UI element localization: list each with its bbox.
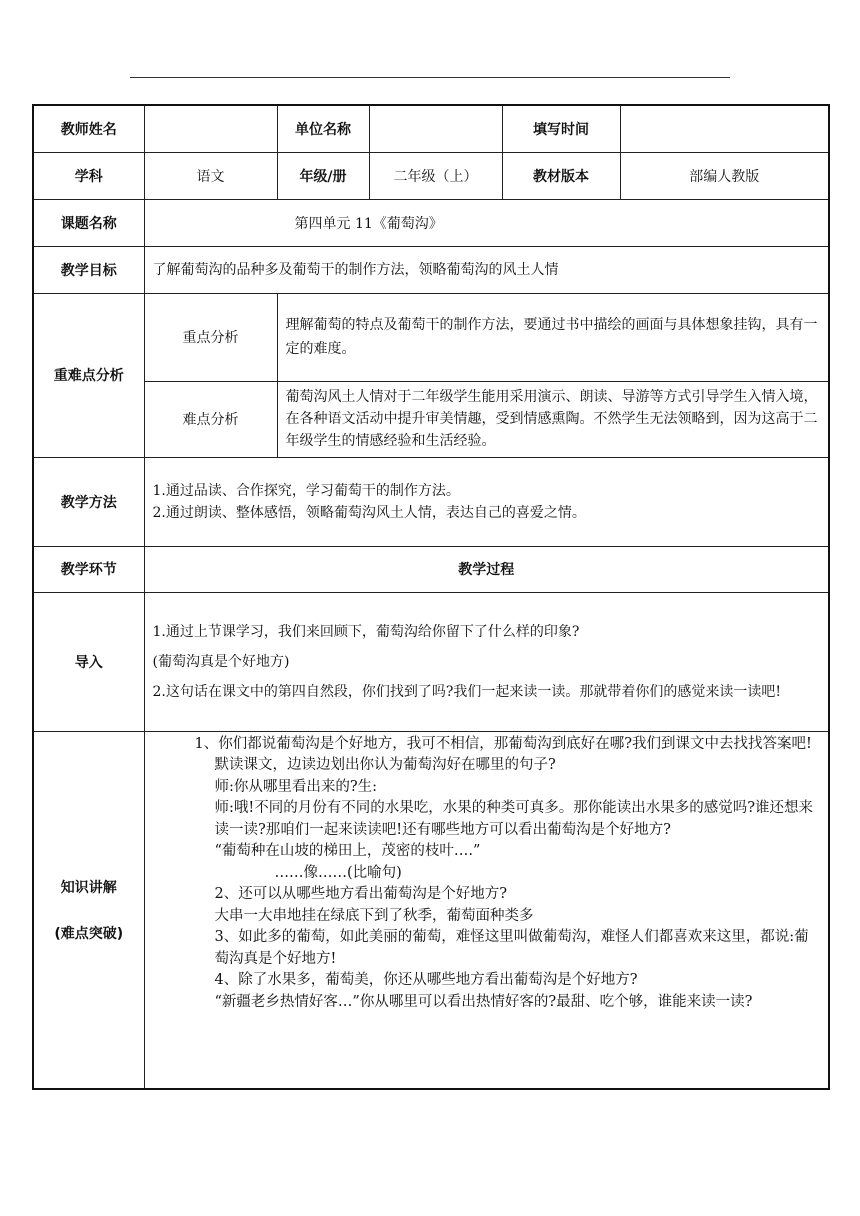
edition-value: 部编人教版 <box>620 152 829 199</box>
teaching-step-label: 教学环节 <box>33 546 144 592</box>
teacher-name-value[interactable] <box>144 105 277 152</box>
header-row <box>33 105 829 152</box>
difficult-analysis-row <box>33 381 829 457</box>
title-row <box>33 199 829 246</box>
teacher-name-label: 教师姓名 <box>33 105 144 152</box>
process-header-row <box>33 546 829 592</box>
knowledge-line: 师:你从哪里看出来的?生: <box>214 778 378 795</box>
analysis-label: 重难点分析 <box>33 293 144 457</box>
teaching-method-content <box>144 457 829 546</box>
fill-date-label: 填写时间 <box>502 105 620 152</box>
knowledge-line: ……像……(比喻句) <box>274 864 402 881</box>
knowledge-line: 1、你们都说葡萄沟是个好地方，我可不相信，那葡萄沟到底好在哪?我们到课文中去找找答案吧!默读课文，边读边划出你认为葡萄沟好在哪里的句子? <box>194 735 812 773</box>
difficult-point-text: 葡萄沟风土人情对于二年级学生能用采用演示、朗读、导游等方式引导学生入情入境，在各种语文活动中提升审美情趣，受到情感熏陶。不然学生无法领略到，因为这高于二年级学生的情感经验和生活经验。 <box>277 381 829 457</box>
fill-date-value[interactable] <box>620 105 829 152</box>
edition-label: 教材版本 <box>502 152 620 199</box>
teaching-process-label: 教学过程 <box>144 546 829 592</box>
key-point-text: 理解葡萄的特点及葡萄干的制作方法，要通过书中描绘的画面与具体想象挂钩，具有一定的难度。 <box>277 293 829 381</box>
goal-row <box>33 246 829 293</box>
knowledge-row <box>33 731 829 1089</box>
key-analysis-row <box>33 293 829 381</box>
teaching-goal-label: 教学目标 <box>33 246 144 293</box>
top-rule <box>130 77 730 78</box>
knowledge-line: 大串一大串地挂在绿底下到了秋季，葡萄面种类多 <box>214 907 534 924</box>
key-point-label: 重点分析 <box>144 293 277 381</box>
knowledge-line: 2、还可以从哪些地方看出葡萄沟是个好地方? <box>214 886 507 902</box>
difficult-point-label: 难点分析 <box>144 381 277 457</box>
knowledge-line: 3、如此多的葡萄，如此美丽的葡萄，难怪这里叫做葡萄沟，难怪人们都喜欢来这里，都说:葡萄沟真是个好地方! <box>214 929 809 967</box>
grade-label: 年级/册 <box>277 152 369 199</box>
intro-content <box>144 592 829 731</box>
meta-row <box>33 152 829 199</box>
intro-label: 导入 <box>33 592 144 731</box>
lesson-title-value: 第四单元 11《葡萄沟》 <box>144 199 829 246</box>
knowledge-line: 师:哦!不同的月份有不同的水果吃，水果的种类可真多。那你能读出水果多的感觉吗?谁还想来读一读?那咱们一起来读读吧!还有哪些地方可以看出葡萄沟是个好地方? <box>214 800 813 838</box>
knowledge-label-cell <box>33 731 144 1089</box>
method-line: 2.通过朗读、整体感悟，领略葡萄沟风土人情，表达自己的喜爱之情。 <box>152 504 586 521</box>
lesson-title-label: 课题名称 <box>33 199 144 246</box>
knowledge-line: 4、除了水果多，葡萄美，你还从哪些地方看出葡萄沟是个好地方? <box>214 972 638 988</box>
knowledge-sublabel: (难点突破) <box>54 925 124 942</box>
teaching-goal-value: 了解葡萄沟的品种多及葡萄干的制作方法，领略葡萄沟的风土人情 <box>144 246 829 293</box>
intro-line: (葡萄沟真是个好地方) <box>152 653 290 670</box>
subject-value: 语文 <box>144 152 277 199</box>
grade-value: 二年级（上） <box>369 152 502 199</box>
methods-row <box>33 457 829 546</box>
intro-line: 2.这句话在课文中的第四自然段，你们找到了吗?我们一起来读一读。那就带着你们的感觉来读一读吧! <box>152 683 781 700</box>
unit-name-value[interactable] <box>369 105 502 152</box>
method-line: 1.通过品读、合作探究，学习葡萄干的制作方法。 <box>152 482 460 499</box>
knowledge-line: “葡萄种在山坡的梯田上，茂密的枝叶….” <box>214 843 481 859</box>
subject-label: 学科 <box>33 152 144 199</box>
knowledge-content <box>144 731 829 1089</box>
unit-name-label: 单位名称 <box>277 105 369 152</box>
knowledge-label: 知识讲解 <box>60 879 117 896</box>
intro-line: 1.通过上节课学习，我们来回顾下，葡萄沟给你留下了什么样的印象? <box>152 623 580 640</box>
lesson-plan-table <box>32 104 830 1090</box>
teaching-method-label: 教学方法 <box>33 457 144 546</box>
knowledge-line: “新疆老乡热情好客…”你从哪里可以看出热情好客的?最甜、吃个够，谁能来读一读? <box>214 993 753 1010</box>
intro-row <box>33 592 829 731</box>
